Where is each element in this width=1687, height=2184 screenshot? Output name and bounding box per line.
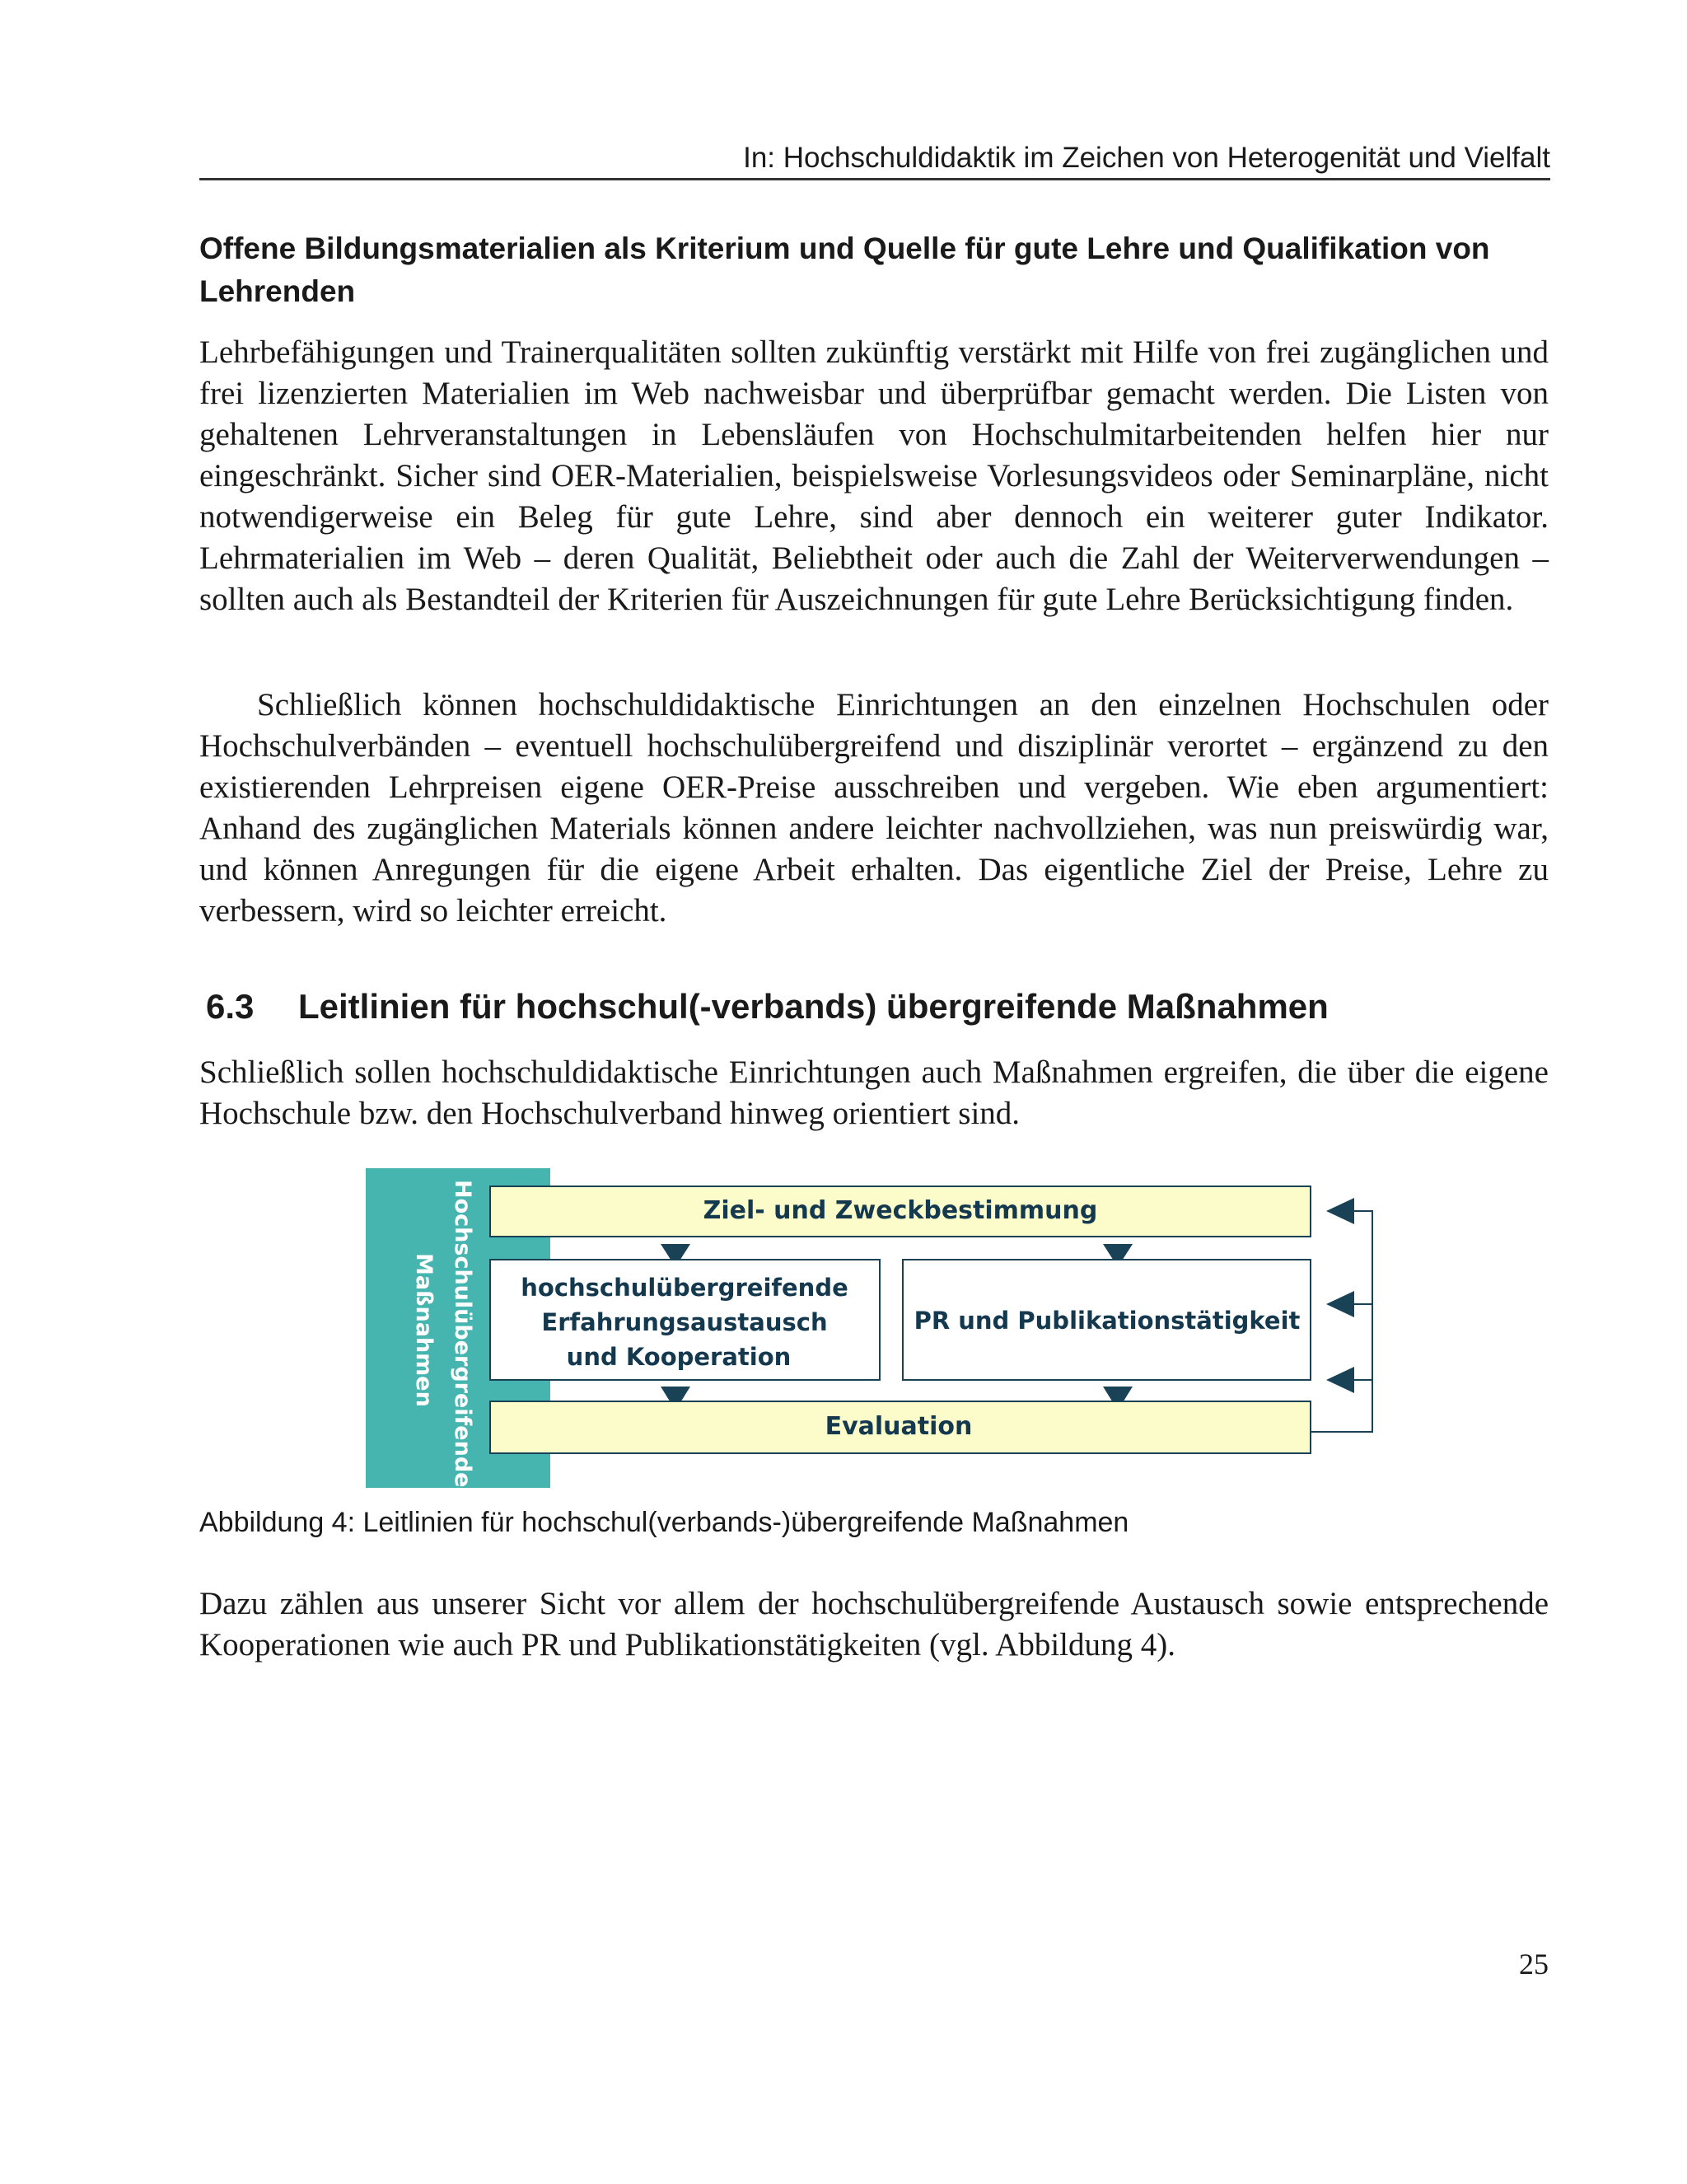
left-box-line2: Erfahrungsaustausch bbox=[541, 1308, 828, 1336]
figure-4-diagram bbox=[366, 1168, 1376, 1488]
side-label-line2: Maßnahmen bbox=[411, 1253, 437, 1407]
paragraph-1: Lehrbefähigungen und Trainerqualitäten sollten zukünftig verstärkt mit Hilfe von frei zugänglichen und frei lizenzierten Materialien im Web nachweisbar und überprüfbar gemacht werden. Die Listen von gehaltenen Lehrveranstaltungen in Lebensläufen von Hochschulmitarbeitenden helfen hier nur eingeschränkt. Sicher sind OER-Materialien, beispielsweise Vorlesungsvideos oder Seminarpläne, nicht notwendigerweise ein Beleg für gute Lehre, sind aber dennoch ein weiterer guter Indikator. Lehrmaterialien im Web – deren Qualität, Beliebtheit oder auch die Zahl der Weiterverwendungen – sollten auch als Bestandteil der Kriterien für Auszeichnungen für gute Lehre Berücksichtigung finden. bbox=[199, 334, 1549, 617]
section-number: 6.3 bbox=[206, 987, 255, 1026]
diagram-svg bbox=[366, 1168, 1376, 1488]
right-box-label: PR und Publikationstätigkeit bbox=[914, 1307, 1301, 1335]
page-number: 25 bbox=[1519, 1948, 1549, 1981]
subsection-heading: Offene Bildungsmaterialien als Kriterium und Quelle für gute Lehre und Qualifikation von Lehrenden bbox=[199, 231, 1490, 308]
paragraph-2: Schließlich können hochschuldidaktische Einrichtungen an den einzelnen Hochschulen oder Hochschulverbänden – eventuell hochschulübergreifend und disziplinär verortet – ergänzend zu den existierenden Lehrpreisen eigene OER-Preise ausschreiben und vergeben. Wie eben argumentiert: Anhand des zugänglichen Materials können andere leichter nachvollziehen, was nun preiswürdig war, und können Anregungen für die eigene Arbeit erhalten. Das eigentliche Ziel der Preise, Lehre zu verbessern, wird so leichter erreicht. bbox=[199, 687, 1549, 928]
side-label-line1: Hochschulübergreifende bbox=[450, 1180, 475, 1488]
arrow-left-icon bbox=[1326, 1198, 1354, 1224]
section-heading bbox=[206, 984, 1549, 1030]
left-box-line3: und Kooperation bbox=[566, 1343, 792, 1371]
left-box-line1: hochschulübergreifende bbox=[521, 1274, 848, 1302]
feedback-line bbox=[1311, 1211, 1372, 1432]
section-title: Leitlinien für hochschul(-verbands) übergreifende Maßnahmen bbox=[298, 987, 1329, 1026]
top-box-label: Ziel- und Zweckbestimmung bbox=[703, 1196, 1098, 1225]
paragraph-4: Dazu zählen aus unserer Sicht vor allem der hochschulübergreifende Austausch sowie entsprechende Kooperationen wie auch PR und Publikationstätigkeiten (vgl. Abbildung 4). bbox=[199, 1586, 1549, 1663]
bottom-box-label: Evaluation bbox=[825, 1412, 973, 1441]
figure-caption: Abbildung 4: Leitlinien für hochschul(verbands-)übergreifende Maßnahmen bbox=[199, 1507, 1129, 1538]
running-header: In: Hochschuldidaktik im Zeichen von Heterogenität und Vielfalt bbox=[199, 140, 1550, 180]
paragraph-3: Schließlich sollen hochschuldidaktische Einrichtungen auch Maßnahmen ergreifen, die über die eigene Hochschule bzw. den Hochschulverband hinweg orientiert sind. bbox=[199, 1055, 1549, 1131]
arrow-left-icon bbox=[1326, 1291, 1354, 1317]
arrow-left-icon bbox=[1326, 1367, 1354, 1393]
